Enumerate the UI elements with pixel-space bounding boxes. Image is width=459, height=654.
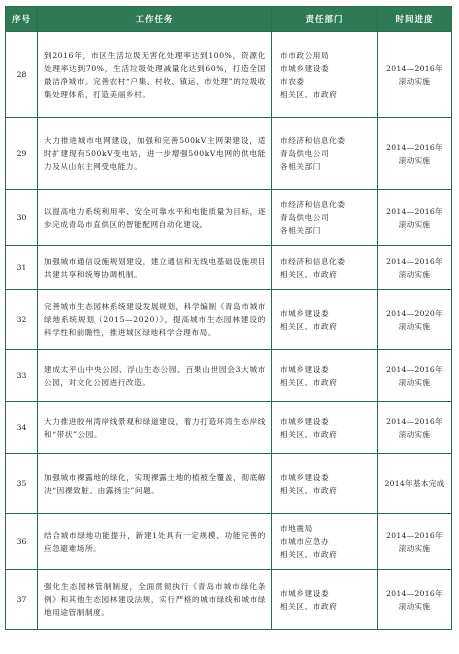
schedule-period: 2014—2016年 — [386, 142, 443, 152]
schedule — [378, 570, 452, 630]
schedule-status: 滚动实施 — [398, 377, 431, 387]
table-row — [6, 402, 452, 454]
task-description: 完善城市生态园林系统建设发展规划，科学编制《青岛市城市绿地系统规划（2015—2020）》，提高城市生态园林建设的科学性和前瞻性，推进城区绿地科学合理布局。 — [38, 290, 272, 350]
responsible-departments — [272, 290, 378, 350]
task-table-container — [5, 6, 451, 630]
responsible-departments — [272, 350, 378, 402]
department-name: 市经济和信息化委 — [280, 136, 346, 145]
header-num: 序号 — [6, 7, 38, 32]
schedule-status: 滚动实施 — [398, 219, 431, 229]
department-name: 市城乡建设委 — [280, 364, 330, 374]
department-name: 相关区、市政府 — [280, 550, 338, 559]
department-name: 市城乡建设委 — [280, 588, 330, 598]
row-number: 36 — [6, 514, 38, 570]
row-number: 32 — [6, 290, 38, 350]
department-name: 相关区、市政府 — [280, 377, 338, 387]
row-number: 34 — [6, 402, 38, 454]
schedule — [378, 514, 452, 570]
department-name: 各相关部门 — [280, 162, 321, 171]
row-number: 30 — [6, 190, 38, 246]
task-table — [5, 6, 452, 630]
responsible-departments — [272, 570, 378, 630]
task-description: 结合城市绿地功能提升，新建1处具有一定规模、功能完善的应急避难场所。 — [38, 514, 272, 570]
header-dept: 责任部门 — [272, 7, 378, 32]
department-name: 市经济和信息化委 — [280, 256, 346, 266]
schedule-period: 2014—2016年 — [386, 256, 443, 266]
header-task: 工作任务 — [38, 7, 272, 32]
department-name: 市城乡建设委 — [280, 63, 330, 73]
task-description: 建成太平山中央公园、浮山生态公园、百果山世园会3大城市公园，对文化公园进行改造。 — [38, 350, 272, 402]
table-row — [6, 570, 452, 630]
table-row — [6, 190, 452, 246]
department-name: 市城市应急办 — [280, 537, 330, 546]
department-name: 市经济和信息化委 — [280, 200, 346, 209]
responsible-departments — [272, 514, 378, 570]
responsible-departments — [272, 32, 378, 118]
department-name: 相关区、市政府 — [280, 89, 338, 99]
task-description: 强化生态园林管制制度，全面贯彻执行《青岛市城市绿化条例》和其他生态园林建设法规，实行严格的城市绿线和城市绿地用途管制制度。 — [38, 570, 272, 630]
table-row — [6, 454, 452, 514]
row-number: 33 — [6, 350, 38, 402]
schedule-status: 滚动实施 — [398, 601, 431, 611]
department-name: 市农委 — [280, 76, 305, 86]
department-name: 青岛供电公司 — [280, 213, 330, 222]
schedule-status: 滚动实施 — [398, 429, 431, 439]
schedule-period: 2014—2020年 — [386, 308, 443, 318]
schedule — [378, 190, 452, 246]
header-time: 时间进度 — [378, 7, 452, 32]
responsible-departments — [272, 246, 378, 290]
row-number: 28 — [6, 32, 38, 118]
schedule — [378, 290, 452, 350]
schedule-status: 滚动实施 — [398, 321, 431, 331]
department-name: 市城乡建设委 — [280, 472, 330, 482]
table-row — [6, 118, 452, 190]
department-name: 相关区、市政府 — [280, 321, 338, 331]
table-row — [6, 246, 452, 290]
schedule-period: 2014—2016年 — [386, 63, 443, 73]
task-description: 到2016年，市区生活垃圾无害化处理率达到100%，资源化处理率达到70%，生活垃圾处理减量化达到60%，打造全国最洁净城市。完善农村“户集、村收、镇运、市处理”的垃圾收集处理体系，打造美丽乡村。 — [38, 32, 272, 118]
schedule — [378, 454, 452, 514]
schedule — [378, 246, 452, 290]
schedule-status: 滚动实施 — [398, 269, 431, 279]
table-row — [6, 514, 452, 570]
schedule-period: 2014—2016年 — [386, 416, 443, 426]
department-name: 市城乡建设委 — [280, 308, 330, 318]
department-name: 相关区、市政府 — [280, 429, 338, 439]
schedule — [378, 118, 452, 190]
row-number: 37 — [6, 570, 38, 630]
table-row — [6, 350, 452, 402]
schedule-period: 2014—2016年 — [386, 530, 443, 540]
table-row — [6, 290, 452, 350]
responsible-departments — [272, 402, 378, 454]
schedule — [378, 402, 452, 454]
department-name: 相关区、市政府 — [280, 485, 338, 495]
row-number: 29 — [6, 118, 38, 190]
row-number: 31 — [6, 246, 38, 290]
schedule — [378, 350, 452, 402]
task-description: 加强城市通信设施规划建设，建立通信和无线电基础设施项目共建共享和统筹协调机制。 — [38, 246, 272, 290]
schedule-period: 2014年基本完成 — [384, 479, 445, 488]
schedule-period: 2014—2016年 — [386, 364, 443, 374]
responsible-departments — [272, 190, 378, 246]
department-name: 市市政公用局 — [280, 50, 330, 60]
table-header-row — [6, 7, 452, 32]
schedule-status: 滚动实施 — [398, 76, 431, 86]
table-row — [6, 32, 452, 118]
department-name: 市城乡建设委 — [280, 416, 330, 426]
task-description: 以提高电力系统利用率、安全可靠水平和电能质量为目标，逐步完成青岛市直供区的智能配网自动化建设。 — [38, 190, 272, 246]
task-description: 大力推进胶州湾岸线景观和绿道建设，着力打造环湾生态岸线和“带状”公园。 — [38, 402, 272, 454]
schedule-status: 滚动实施 — [398, 543, 431, 553]
department-name: 相关区、市政府 — [280, 601, 338, 611]
department-name: 青岛供电公司 — [280, 149, 330, 158]
schedule-status: 滚动实施 — [398, 155, 431, 165]
schedule — [378, 32, 452, 118]
row-number: 35 — [6, 454, 38, 514]
task-description: 大力推进城市电网建设，加强和完善500kV主网架建设，适时扩建现有500kV变电站，进一步增强500kV电网的供电能力及从山东主网受电能力。 — [38, 118, 272, 190]
department-name: 各相关部门 — [280, 226, 321, 235]
department-name: 市地震局 — [280, 524, 313, 533]
task-description: 加强城市裸露地的绿化，实现裸露土地的植被全覆盖，彻底解决“因裸致脏、由露扬尘”问题。 — [38, 454, 272, 514]
responsible-departments — [272, 454, 378, 514]
schedule-period: 2014—2016年 — [386, 206, 443, 216]
schedule-period: 2014—2016年 — [386, 588, 443, 598]
department-name: 相关区、市政府 — [280, 269, 338, 279]
responsible-departments — [272, 118, 378, 190]
